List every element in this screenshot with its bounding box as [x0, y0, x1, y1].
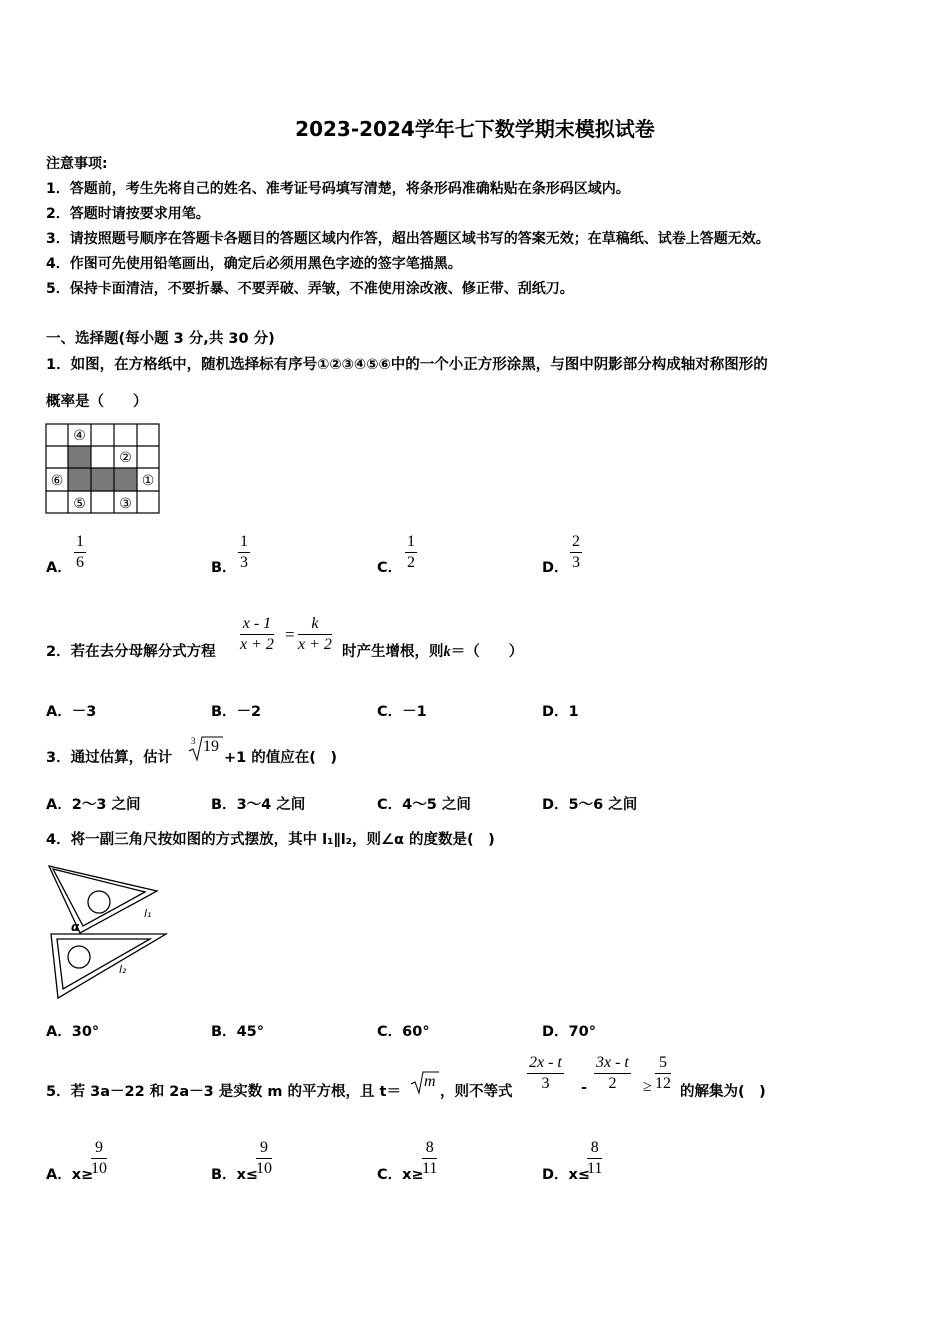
- label-alpha: α: [71, 920, 80, 934]
- q1-option-b-fraction: [238, 532, 250, 573]
- q5-fraction-3: [655, 1053, 671, 1094]
- q5-option-a-label: A．x≥: [46, 1167, 94, 1183]
- q2-option-d: D．1: [542, 704, 579, 720]
- q5-fraction-1: [527, 1053, 564, 1094]
- upper-triangle: [49, 866, 157, 933]
- notes-heading: 注意事项:: [46, 156, 108, 172]
- q2-suffix: [342, 640, 523, 661]
- fraction-denominator: 3: [541, 1075, 550, 1092]
- q5-option-c-fraction: [422, 1138, 437, 1179]
- fraction-numerator: 5: [655, 1053, 671, 1074]
- q5-minus: -: [581, 1080, 588, 1096]
- q3-prefix: 3．通过估算，估计: [46, 750, 173, 766]
- q5-option-d-label: D．x≤: [542, 1167, 591, 1183]
- grid-label-3: ③: [119, 496, 132, 512]
- q5-geq: ≥: [643, 1078, 652, 1095]
- q4-triangles-figure: [44, 860, 174, 1005]
- q3-option-c: C．4～5 之间: [377, 797, 471, 813]
- q2-lhs-fraction: [240, 614, 274, 655]
- fraction-numerator: 2: [570, 532, 582, 553]
- note-item: 5．保持卡面清洁，不要折暴、不要弄破、弄皱，不准使用涂改液、修正带、刮纸刀。: [46, 281, 574, 297]
- note-item: 4．作图可先使用铅笔画出，确定后必须用黑色字迹的签字笔描黑。: [46, 256, 462, 272]
- fraction-numerator: 1: [405, 532, 417, 553]
- q4-text: 4．将一副三角尺按如图的方式摆放，其中 l₁∥l₂，则∠α 的度数是( ): [46, 832, 495, 848]
- note-item: 2．答题时请按要求用笔。: [46, 206, 210, 222]
- q3-cube-root: [188, 734, 224, 764]
- fraction-numerator: 3x - t: [594, 1053, 631, 1074]
- lower-triangle: [51, 934, 166, 998]
- q5-option-a-fraction: [91, 1138, 107, 1179]
- grid-label-6: ⑥: [50, 473, 64, 489]
- q1-option-c-letter: C．: [377, 560, 403, 576]
- fraction-numerator: 8: [422, 1138, 437, 1159]
- q1-grid-lines: [46, 424, 159, 513]
- fraction-denominator: 11: [422, 1160, 438, 1177]
- q2-var-k: k: [443, 644, 451, 660]
- q2-equals: =: [285, 625, 295, 644]
- fraction-numerator: 8: [587, 1138, 602, 1159]
- root-index: 3: [191, 736, 196, 746]
- q2-option-c: C．－1: [377, 704, 427, 720]
- q5-sqrt-m: [410, 1068, 440, 1096]
- q1-option-b-letter: B．: [211, 560, 237, 576]
- fraction-denominator: x + 2: [240, 636, 274, 653]
- fraction-denominator: 11: [587, 1160, 603, 1177]
- q4-option-a: A．30°: [46, 1024, 100, 1040]
- q1-option-a-fraction: [74, 532, 86, 573]
- fraction-denominator: 10: [256, 1160, 272, 1177]
- q5-option-c-label: C．x≥: [377, 1167, 424, 1183]
- fraction-denominator: 6: [76, 554, 84, 571]
- grid-label-5: ⑤: [73, 496, 86, 512]
- grid-label-1: ①: [141, 473, 155, 489]
- note-item: 3．请按照题号顺序在答题卡各题目的答题区域内作答，超出答题区域书写的答案无效；在草稿纸、试卷上答题无效。: [46, 231, 770, 247]
- page-title: 2023-2024学年七下数学期末模拟试卷: [295, 117, 655, 141]
- q5-prefix: 5．若 3a－22 和 2a－3 是实数 m 的平方根，且 t＝: [46, 1084, 401, 1100]
- fraction-denominator: 3: [572, 554, 580, 571]
- fraction-numerator: 1: [74, 532, 86, 553]
- fraction-denominator: 10: [91, 1160, 107, 1177]
- label-l2: l₂: [119, 963, 127, 976]
- fraction-denominator: 12: [655, 1075, 671, 1092]
- fraction-numerator: 2x - t: [527, 1053, 564, 1074]
- q3-option-d: D．5～6 之间: [542, 797, 638, 813]
- fraction-numerator: 9: [256, 1138, 272, 1159]
- q2-option-a: A．－3: [46, 704, 97, 720]
- q5-middle: ，则不等式: [440, 1084, 513, 1100]
- fraction-denominator: 2: [608, 1075, 617, 1092]
- q1-text-line2: 概率是（ ）: [46, 394, 148, 410]
- radicand: m: [424, 1073, 436, 1090]
- fraction-denominator: 2: [407, 554, 415, 571]
- q4-option-d: D．70°: [542, 1024, 596, 1040]
- q1-option-d-letter: D．: [542, 560, 569, 576]
- q2-suffix-a: 时产生增根，则: [342, 644, 444, 660]
- fraction-numerator: 1: [238, 532, 250, 553]
- q1-option-a-letter: A．: [46, 560, 72, 576]
- q5-option-b-label: B．x≤: [211, 1167, 259, 1183]
- fraction-denominator: x + 2: [298, 636, 332, 653]
- q2-option-b: B．－2: [211, 704, 262, 720]
- q1-option-d-fraction: [570, 532, 582, 573]
- grid-label-4: ④: [73, 428, 86, 444]
- label-l1: l₁: [144, 907, 152, 920]
- q2-prefix: 2．若在去分母解分式方程: [46, 644, 216, 660]
- q2-rhs-fraction: [298, 614, 332, 655]
- fraction-numerator: k: [298, 614, 332, 635]
- q4-option-b: B．45°: [211, 1024, 264, 1040]
- q3-option-a: A．2～3 之间: [46, 797, 141, 813]
- q1-text-line1: 1．如图，在方格纸中，随机选择标有序号①②③④⑤⑥中的一个小正方形涂黑，与图中阴影部分构成轴对称图形的: [46, 357, 768, 373]
- grid-label-2: ②: [119, 450, 132, 466]
- q3-option-b: B．3～4 之间: [211, 797, 306, 813]
- q5-fraction-2: [594, 1053, 631, 1094]
- fraction-numerator: 9: [91, 1138, 107, 1159]
- q5-option-d-fraction: [587, 1138, 602, 1179]
- lower-triangle-hole: [68, 946, 90, 968]
- section-heading: 一、选择题(每小题 3 分,共 30 分): [46, 331, 275, 347]
- note-item: 1．答题前，考生先将自己的姓名、准考证号码填写清楚，将条形码准确粘贴在条形码区域内。: [46, 181, 630, 197]
- q4-option-c: C．60°: [377, 1024, 430, 1040]
- q3-suffix: +1 的值应在( ): [224, 750, 338, 766]
- q5-option-b-fraction: [256, 1138, 272, 1179]
- fraction-denominator: 3: [240, 554, 248, 571]
- fraction-numerator: x - 1: [240, 614, 274, 635]
- upper-triangle-hole: [88, 891, 110, 913]
- q1-option-c-fraction: [405, 532, 417, 573]
- radicand: 19: [203, 738, 219, 755]
- q1-grid-figure: [45, 423, 161, 515]
- q2-suffix-b: ＝（ ）: [450, 644, 524, 660]
- q5-suffix: 的解集为( ): [680, 1084, 766, 1100]
